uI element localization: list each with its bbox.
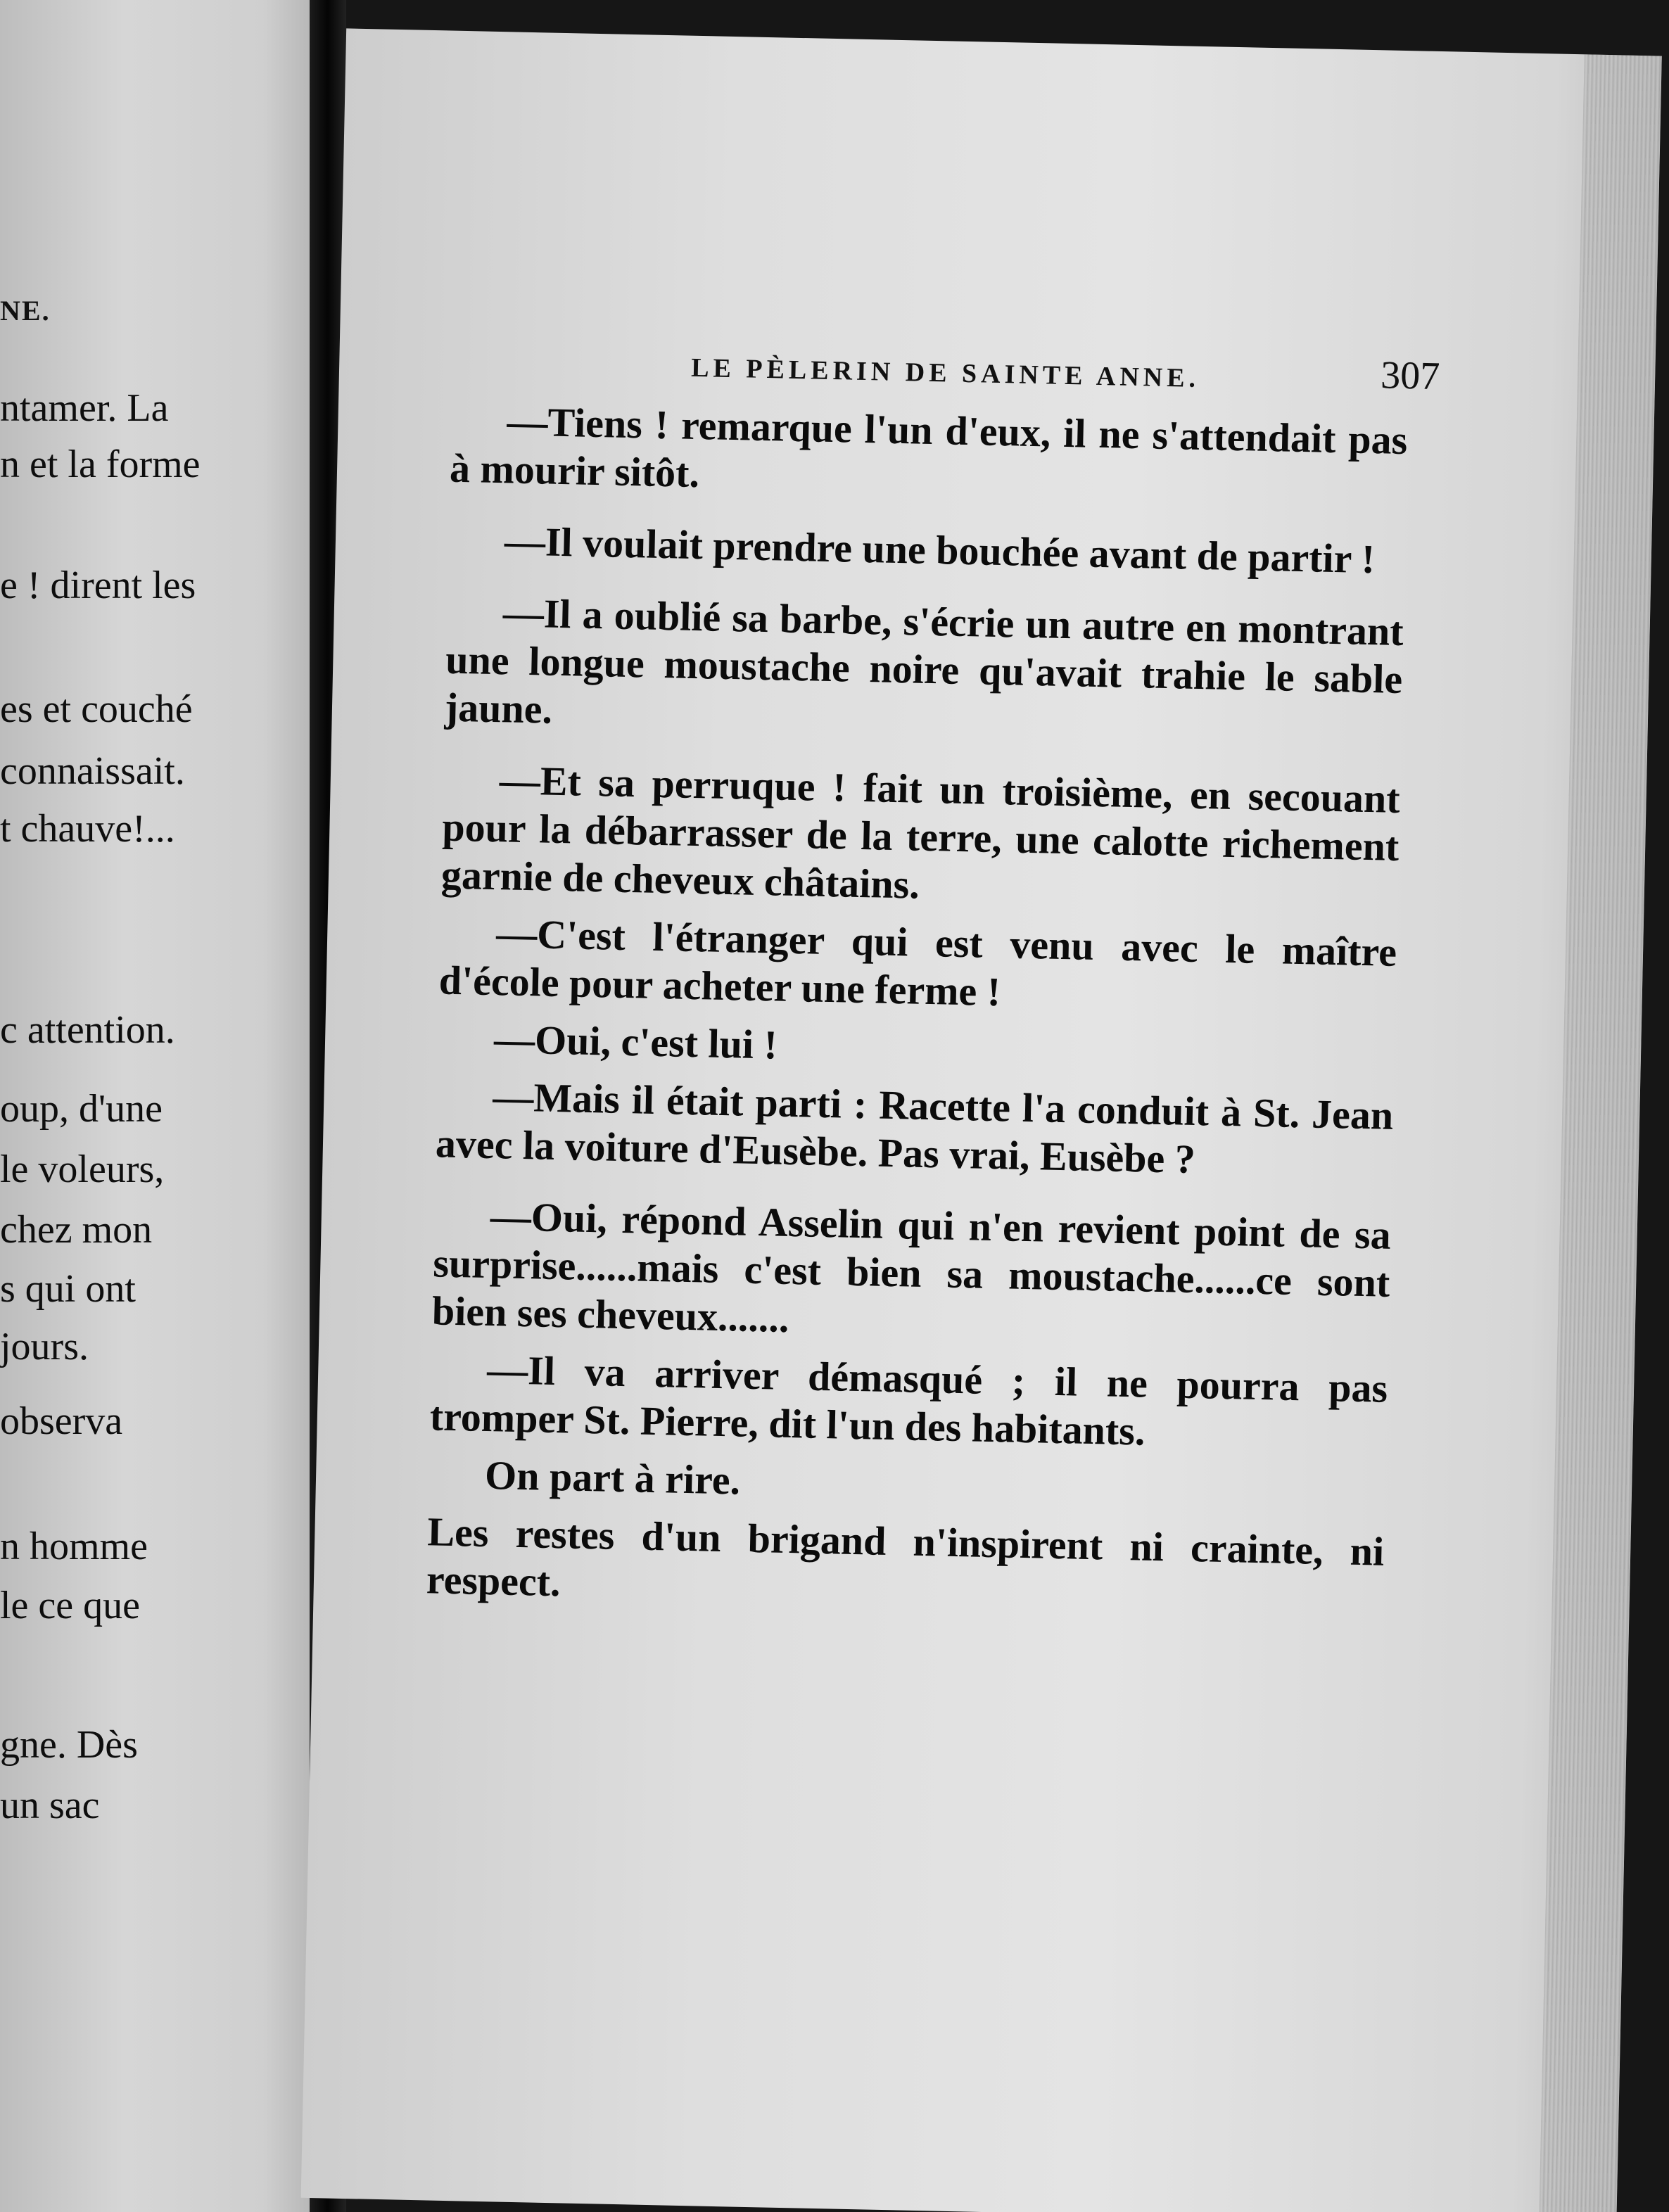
paragraph: —Il voulait prendre une bouchée avant de partir !: [504, 518, 1376, 583]
left-running-head: NE.: [0, 295, 51, 326]
paragraph: —Oui, c'est lui !: [493, 1016, 778, 1068]
left-line: un sac: [0, 1784, 100, 1827]
paragraph: —C'est l'étranger qui est venu avec le maître d'école pour acheter une ferme !: [438, 910, 1397, 1015]
paragraph: —Et sa perruque ! fait un troisième, en secouant pour la débarrasser de la terre, une calotte richement garnie de cheveux châtains.: [440, 757, 1401, 908]
left-line: c attention.: [0, 1008, 175, 1052]
left-line: oup, d'une: [0, 1087, 163, 1131]
paragraph: —Tiens ! remarque l'un d'eux, il ne s'attendait pas à mourir sitôt.: [449, 398, 1408, 497]
running-head: LE PÈLERIN DE SAINTE ANNE.: [690, 352, 1200, 393]
left-line: e ! dirent les: [0, 564, 196, 607]
left-line: ntamer. La: [0, 386, 169, 430]
left-page-fragment: [0, 0, 310, 2212]
paragraph: —Oui, répond Asselin qui n'en revient point de sa surprise......mais c'est bien sa moustache......ce sont bien ses cheveux.......: [431, 1193, 1392, 1341]
paragraph: Les restes d'un brigand n'inspirent ni crainte, ni respect.: [426, 1508, 1385, 1606]
left-line: observa: [0, 1399, 123, 1443]
left-line: n homme: [0, 1525, 148, 1568]
left-line: gne. Dès: [0, 1723, 138, 1767]
page-edge-stack: [1539, 54, 1662, 2212]
left-line: le ce que: [0, 1584, 140, 1627]
page-number: 307: [1380, 353, 1440, 399]
paragraph: —Il a oublié sa barbe, s'écrie un autre en montrant une longue moustache noire qu'avait trahie le sable jaune.: [444, 590, 1404, 732]
left-line: le voleurs,: [0, 1148, 165, 1191]
paragraph: —Mais il était parti : Racette l'a conduit à St. Jean avec la voiture d'Eusèbe. Pas vrai, Eusèbe ?: [435, 1074, 1394, 1183]
body-text: [426, 397, 1408, 1634]
left-line: jours.: [0, 1325, 89, 1368]
left-line: chez mon: [0, 1208, 153, 1252]
left-line: t chauve!...: [0, 807, 175, 851]
left-line: es et couché: [0, 687, 193, 731]
left-line: connaissait.: [0, 749, 185, 793]
paragraph: On part à rire.: [484, 1452, 741, 1504]
paragraph: —Il va arriver démasqué ; il ne pourra pas tromper St. Pierre, dit l'un des habitants.: [429, 1347, 1388, 1454]
left-line: s qui ont: [0, 1267, 136, 1311]
right-page: [301, 28, 1662, 2212]
left-line: n et la forme: [0, 443, 201, 486]
